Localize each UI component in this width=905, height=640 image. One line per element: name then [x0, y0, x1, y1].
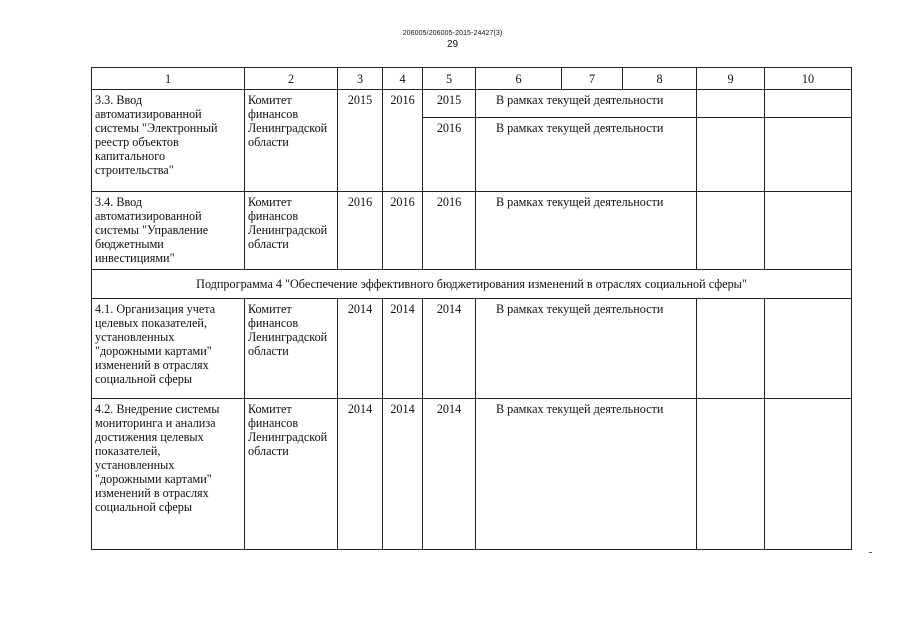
- column-header-4: 4: [383, 68, 423, 90]
- empty-cell: [765, 192, 852, 270]
- activity-funding: В рамках текущей деятельности: [476, 399, 697, 550]
- activity-end-year: 2014: [383, 399, 423, 550]
- column-header-8: 8: [623, 68, 697, 90]
- column-header-5: 5: [423, 68, 476, 90]
- activity-start-year: 2014: [338, 299, 383, 399]
- empty-cell: [765, 90, 852, 118]
- activity-executor: Комитет финансов Ленинградской области: [245, 90, 338, 192]
- activity-funding: В рамках текущей деятельности: [476, 118, 697, 192]
- activity-start-year: 2015: [338, 90, 383, 192]
- page-number: 29: [446, 39, 459, 50]
- table-row-3-3-a: [92, 90, 852, 118]
- activity-year: 2016: [423, 118, 476, 192]
- scan-mark: [869, 552, 872, 553]
- program-activities-table: [91, 67, 852, 550]
- activity-name: 4.2. Внедрение системы мониторинга и анализа достижения целевых показателей, установленных "дорожными картами" изменений в отраслях социальной сферы: [92, 399, 245, 550]
- subprogram-title: Подпрограмма 4 "Обеспечение эффективного бюджетирования изменений в отраслях социальной сферы": [92, 270, 852, 299]
- activity-funding: В рамках текущей деятельности: [476, 192, 697, 270]
- empty-cell: [765, 118, 852, 192]
- column-header-1: 1: [92, 68, 245, 90]
- empty-cell: [765, 299, 852, 399]
- activity-end-year: 2016: [383, 90, 423, 192]
- table-row-4-1: [92, 299, 852, 399]
- activity-executor: Комитет финансов Ленинградской области: [245, 399, 338, 550]
- activity-name: 4.1. Организация учета целевых показателей, установленных "дорожными картами" изменений в отраслях социальной сферы: [92, 299, 245, 399]
- column-header-2: 2: [245, 68, 338, 90]
- column-header-7: 7: [562, 68, 623, 90]
- activity-year: 2014: [423, 299, 476, 399]
- activity-executor: Комитет финансов Ленинградской области: [245, 192, 338, 270]
- column-header-3: 3: [338, 68, 383, 90]
- activity-year: 2014: [423, 399, 476, 550]
- document-code: 206005/206005-2015-24427(3): [402, 30, 503, 37]
- activity-funding: В рамках текущей деятельности: [476, 299, 697, 399]
- empty-cell: [697, 192, 765, 270]
- activity-year: 2016: [423, 192, 476, 270]
- activity-year: 2015: [423, 90, 476, 118]
- empty-cell: [697, 399, 765, 550]
- activity-name: 3.4. Ввод автоматизированной системы "Управление бюджетными инвестициями": [92, 192, 245, 270]
- table-row-3-4: [92, 192, 852, 270]
- activity-name: 3.3. Ввод автоматизированной системы "Электронный реестр объектов капитального строительства": [92, 90, 245, 192]
- empty-cell: [697, 90, 765, 118]
- column-header-10: 10: [765, 68, 852, 90]
- activity-end-year: 2014: [383, 299, 423, 399]
- table-row-4-2: [92, 399, 852, 550]
- activity-funding: В рамках текущей деятельности: [476, 90, 697, 118]
- activity-start-year: 2014: [338, 399, 383, 550]
- empty-cell: [697, 118, 765, 192]
- activity-end-year: 2016: [383, 192, 423, 270]
- activity-executor: Комитет финансов Ленинградской области: [245, 299, 338, 399]
- column-header-6: 6: [476, 68, 562, 90]
- subprogram-row: [92, 270, 852, 299]
- activity-start-year: 2016: [338, 192, 383, 270]
- table-header-row: [92, 68, 852, 90]
- empty-cell: [765, 399, 852, 550]
- empty-cell: [697, 299, 765, 399]
- column-header-9: 9: [697, 68, 765, 90]
